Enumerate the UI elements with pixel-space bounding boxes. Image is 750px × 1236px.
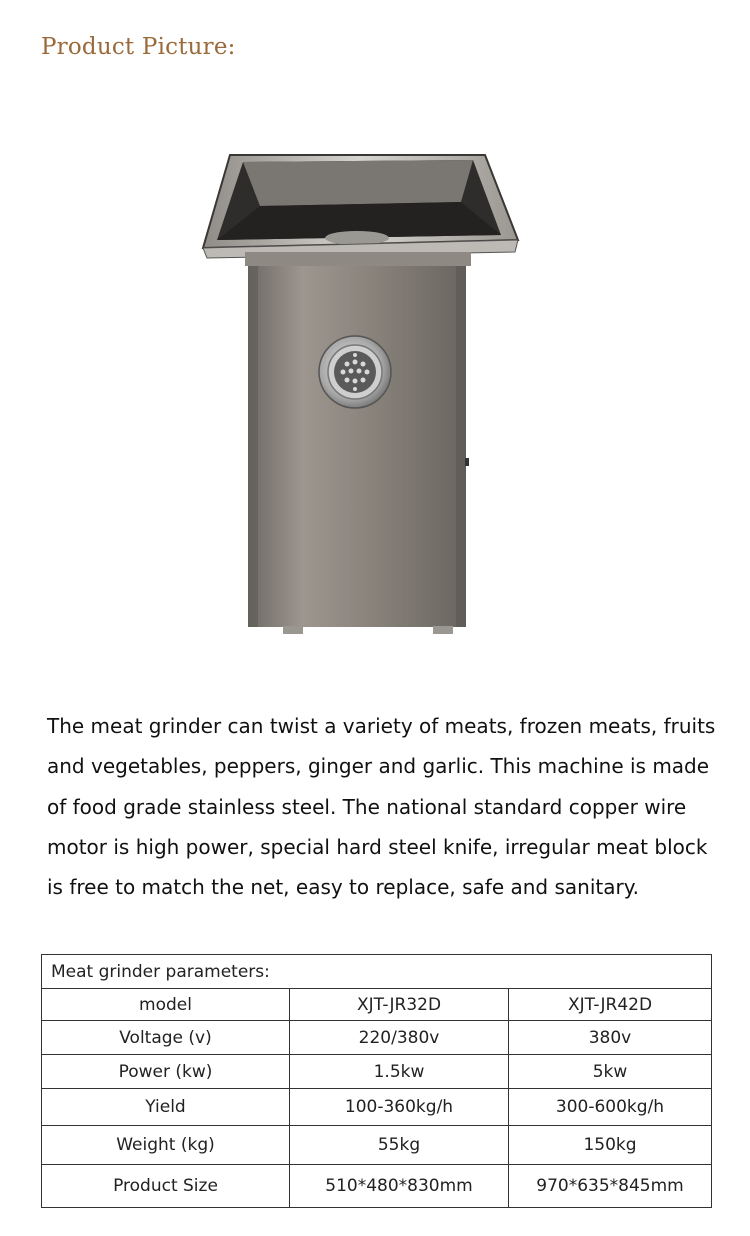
table-cell: 220/380v <box>290 1021 509 1055</box>
table-cell: 55kg <box>290 1126 509 1165</box>
table-row <box>42 1089 712 1126</box>
table-title: Meat grinder parameters: <box>42 955 712 989</box>
table-cell: Power (kw) <box>42 1055 290 1089</box>
table-cell: 1.5kw <box>290 1055 509 1089</box>
table-cell: model <box>42 989 290 1021</box>
table-title-row <box>42 955 712 989</box>
table-cell: XJT-JR42D <box>509 989 712 1021</box>
table-row <box>42 1021 712 1055</box>
table-cell: 510*480*830mm <box>290 1165 509 1208</box>
table-cell: 300-600kg/h <box>509 1089 712 1126</box>
parameters-table <box>41 954 712 1208</box>
table-cell: XJT-JR32D <box>290 989 509 1021</box>
table-cell: 5kw <box>509 1055 712 1089</box>
table-cell: Voltage (v) <box>42 1021 290 1055</box>
table-row <box>42 1055 712 1089</box>
table-cell: 150kg <box>509 1126 712 1165</box>
section-heading: Product Picture: <box>41 34 236 60</box>
table-row <box>42 1126 712 1165</box>
table-cell: 100-360kg/h <box>290 1089 509 1126</box>
table-row <box>42 1165 712 1208</box>
table-header-row <box>42 989 712 1021</box>
product-description: The meat grinder can twist a variety of meats, frozen meats, fruits and vegetables, peppers, ginger and garlic. This machine is made of food grade stainless steel. The national standard copper wire motor is high power, special hard steel knife, irregular meat block is free to match the net, easy to replace, safe and sanitary. <box>47 714 716 900</box>
meat-grinder-photo <box>185 140 535 645</box>
table-cell: Product Size <box>42 1165 290 1208</box>
table-cell: 380v <box>509 1021 712 1055</box>
table-cell: Weight (kg) <box>42 1126 290 1165</box>
table-cell: Yield <box>42 1089 290 1126</box>
table-cell: 970*635*845mm <box>509 1165 712 1208</box>
